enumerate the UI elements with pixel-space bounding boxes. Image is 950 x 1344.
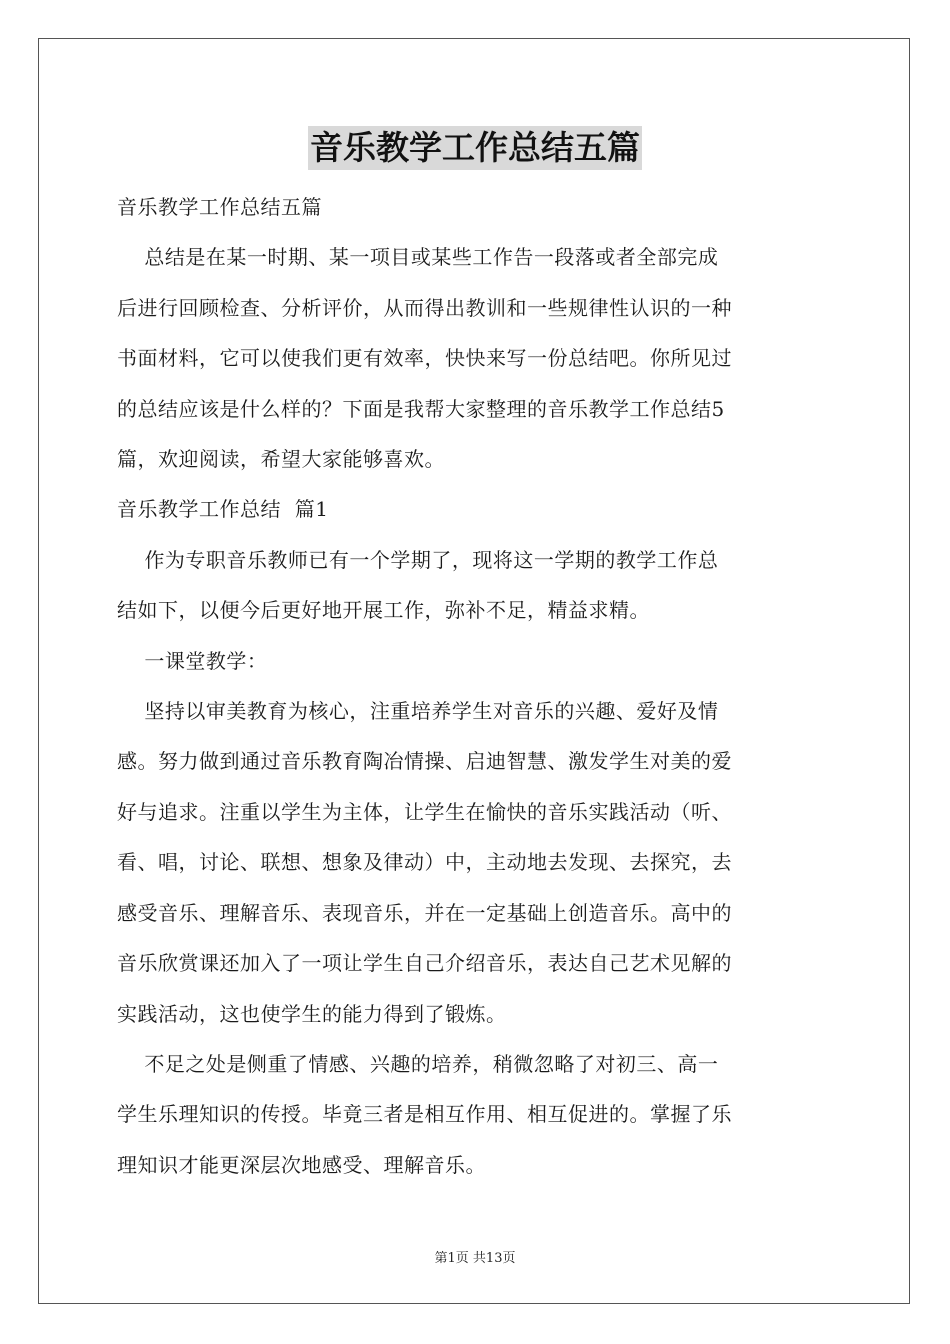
title-wrap <box>0 126 950 170</box>
subtitle-line: 音乐教学工作总结五篇 <box>117 195 322 219</box>
body-line: 看、唱，讨论、联想、想象及律动）中，主动地去发现、去探究，去 <box>117 850 732 875</box>
body-line: 好与追求。注重以学生为主体，让学生在愉快的音乐实践活动（听、 <box>117 799 732 824</box>
body-line: 作为专职音乐教师已有一个学期了，现将这一学期的教学工作总 <box>117 547 719 572</box>
document-title: 音乐教学工作总结五篇 <box>308 126 642 170</box>
body-line: 坚持以审美教育为核心，注重培养学生对音乐的兴趣、爱好及情 <box>117 699 719 724</box>
body-line: 不足之处是侧重了情感、兴趣的培养，稍微忽略了对初三、高一 <box>117 1051 719 1076</box>
body-line: 实践活动，这也使学生的能力得到了锻炼。 <box>117 1001 507 1026</box>
body-line: 的总结应该是什么样的？下面是我帮大家整理的音乐教学工作总结5 <box>117 396 725 421</box>
body-line: 学生乐理知识的传授。毕竟三者是相互作用、相互促进的。掌握了乐 <box>117 1102 732 1127</box>
body-line: 音乐欣赏课还加入了一项让学生自己介绍音乐，表达自己艺术见解的 <box>117 951 732 976</box>
body-line: 感。努力做到通过音乐教育陶冶情操、启迪智慧、激发学生对美的爱 <box>117 749 732 774</box>
section-heading: 音乐教学工作总结 篇1 <box>117 497 329 522</box>
body-line: 后进行回顾检查、分析评价，从而得出教训和一些规律性认识的一种 <box>117 295 732 320</box>
body-line: 总结是在某一时期、某一项目或某些工作告一段落或者全部完成 <box>117 245 719 270</box>
page-footer: 第1页 共13页 <box>434 1251 516 1266</box>
body-line: 篇，欢迎阅读，希望大家能够喜欢。 <box>117 447 445 472</box>
body-line: 书面材料，它可以使我们更有效率，快快来写一份总结吧。你所见过 <box>117 346 732 371</box>
body-line: 理知识才能更深层次地感受、理解音乐。 <box>117 1152 486 1177</box>
document-body <box>117 182 835 1190</box>
body-line: 感受音乐、理解音乐、表现音乐，并在一定基础上创造音乐。高中的 <box>117 900 732 925</box>
body-line: 结如下，以便今后更好地开展工作，弥补不足，精益求精。 <box>117 598 650 623</box>
subheading-line: 一课堂教学： <box>117 648 268 673</box>
